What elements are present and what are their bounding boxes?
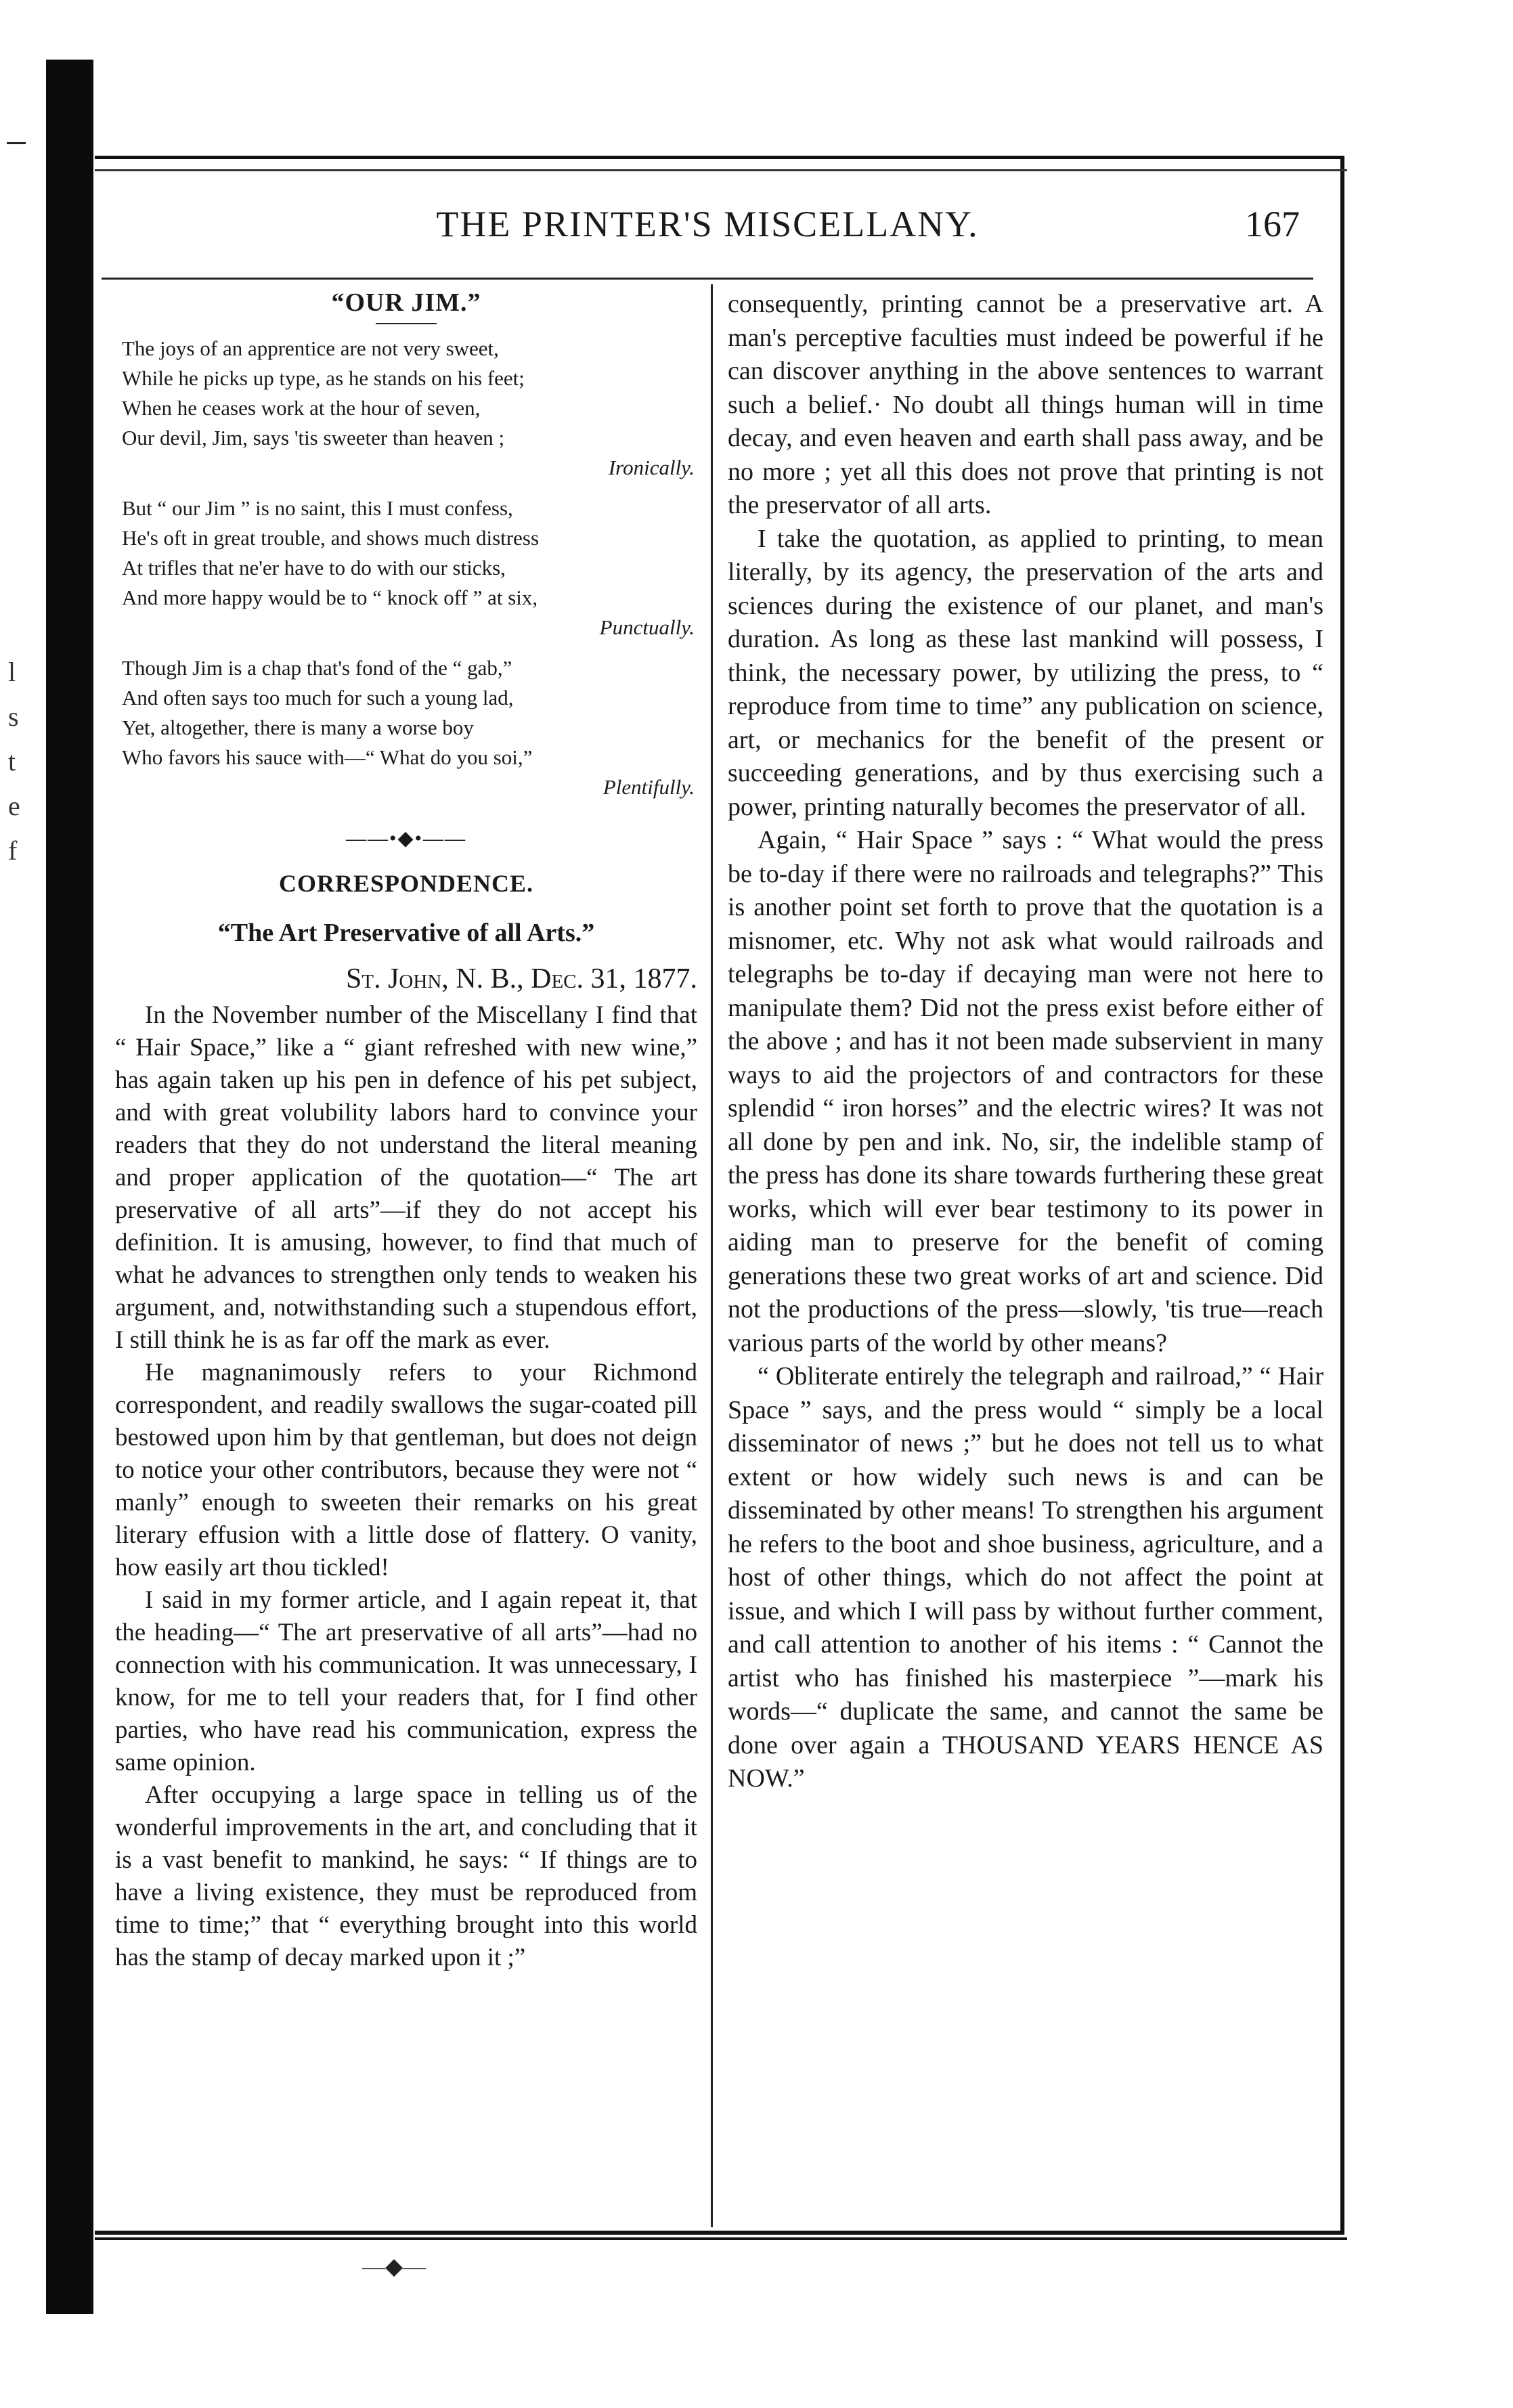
paragraph: He magnanimously refers to your Richmond correspondent, and readily swallows the sugar-coated pill bestowed upon him by that gentleman, but does not deign to notice your other contributors, because they were not “ manly” enough to sweeten their remarks on his great literary effusion with a little dose of flattery. O vanity, how easily art thou tickled! <box>115 1359 697 1581</box>
margin-mark: s <box>8 701 19 732</box>
paragraph: consequently, printing cannot be a preservative art. A man's perceptive faculties must indeed be powerful if he can discover anything in the above sentences to warrant such a belief.· No doubt all things human will in time decay, and even heaven and earth shall pass away, and be no more ; yet all this does not prove that printing is not the preservator of all arts. <box>728 290 1323 519</box>
section-ornament: ——•◆•—— <box>345 827 467 850</box>
page-edge-mark <box>7 142 26 144</box>
poem-title: “OUR JIM.” <box>331 288 481 317</box>
header-rule <box>102 278 1313 280</box>
left-column <box>115 288 697 1974</box>
margin-mark: f <box>8 835 18 866</box>
bottom-ornament: —◆— <box>362 2254 426 2279</box>
paragraph: “ Obliterate entirely the telegraph and railroad,” “ Hair Space ” says, and the press would “ simply be a local disseminator of news ;” but he does not tell us to what extent or how widely such news is and can be disseminated by other means! To strengthen his argument he refers to the boot and shoe business, agriculture, and a host of other things, which do not affect the point at issue, and which I will pass by without further comment, and call attention to another of his items : “ Cannot the artist who has finished his masterpiece ”—mark his words—“ duplicate the same, and cannot the same be done over again a THOUSAND YEARS HENCE AS NOW.” <box>728 1362 1323 1793</box>
poem-refrain: Plentifully. <box>602 775 695 799</box>
paragraph: Again, “ Hair Space ” says : “ What would the press be to-day if there were no railroads and telegraphs?” This is another point set forth to prove that the quotation is a misnomer, etc. Why not ask what would railroads and telegraphs be to-day if decaying man were not here to manipulate them? Did not the press exist before either of the above ; and has it not been made subservient in many ways to aid the projectors of and contractors for these splendid “ iron horses” and the electric wires? It was not all done by pen and ink. No, sir, the indelible stamp of the press has done its share towards furthering these great works, which will ever bear testimony to its power in aiding man to preserve for the benefit of coming generations these two great works of art and science. Did not the productions of the press—slowly, 'tis true—reach various parts of the world by other means? <box>728 826 1323 1357</box>
poem-refrain: Punctually. <box>599 615 695 639</box>
page-number: 167 <box>1245 204 1300 244</box>
poem-line: When he ceases work at the hour of seven, <box>122 396 481 420</box>
poem-stanza <box>122 653 697 802</box>
poem-line: And often says too much for such a young lad, <box>122 686 514 709</box>
poem-line: Our devil, Jim, says 'tis sweeter than heaven ; <box>122 426 505 450</box>
paragraph: I take the quotation, as applied to printing, to mean literally, by its agency, the preservation of the arts and sciences during the existence of our planet, and man's duration. As long as these last mankind will possess, I think, the necessary power, by utilizing the press, to “ reproduce from time to time” any publication on science, art, or mechanics for the benefit of the present or succeeding generations, and by thus exercising such a power, printing naturally becomes the preservator of all. <box>728 524 1323 821</box>
article-body-left <box>115 999 697 1974</box>
section-heading: CORRESPONDENCE. <box>278 870 534 897</box>
column-divider <box>711 284 713 2227</box>
poem-stanza <box>122 494 697 642</box>
binding-strip <box>46 60 93 2314</box>
short-rule <box>376 323 437 324</box>
poem-line: The joys of an apprentice are not very sweet, <box>122 336 499 360</box>
article-body-right <box>728 288 1323 1796</box>
poem-line: And more happy would be to “ knock off ” at six, <box>122 586 538 609</box>
left-margin-marks <box>8 650 35 873</box>
margin-mark: l <box>8 657 16 687</box>
right-column <box>728 288 1323 1796</box>
poem-line: Who favors his sauce with—“ What do you soi,” <box>122 745 533 769</box>
poem-refrain: Ironically. <box>608 456 695 479</box>
running-header <box>102 203 1313 257</box>
paragraph: After occupying a large space in telling us of the wonderful improvements in the art, and concluding that it is a vast benefit to mankind, he says: “ If things are to have a living existence, they must be reproduced from time to time;” that “ everything brought into this world has the stamp of decay marked upon it ;” <box>115 1781 697 1971</box>
poem-line: While he picks up type, as he stands on his feet; <box>122 366 525 390</box>
poem-line: But “ our Jim ” is no saint, this I must confess, <box>122 496 513 520</box>
margin-mark: e <box>8 791 20 821</box>
paragraph: I said in my former article, and I again repeat it, that the heading—“ The art preservative of all arts”—had no connection with his communication. It was unnecessary, I know, for me to tell your readers that, for I find other parties, who have read his communication, express the same opinion. <box>115 1586 697 1776</box>
poem-line: He's oft in great trouble, and shows much distress <box>122 526 540 550</box>
paragraph: In the November number of the Miscellany I find that “ Hair Space,” like a “ giant refreshed with new wine,” has again taken up his pen in defence of his pet subject, and with great volubility labors hard to convince your readers that they do not understand the literal meaning and proper application of the quotation—“ The art preservative of all arts”—if they do not accept his definition. It is amusing, however, to find that much of what he advances to strengthen only tends to weaken his argument, and, notwithstanding such a stupendous effort, I still think he is as far off the mark as ever. <box>115 1001 697 1354</box>
dateline: St. John, N. B., Dec. 31, 1877. <box>346 963 697 994</box>
frame-rule-bottom <box>95 2237 1347 2240</box>
poem-line: Yet, altogether, there is many a worse boy <box>122 716 474 739</box>
frame-rule-top <box>95 169 1347 171</box>
poem-line: At trifles that ne'er have to do with our sticks, <box>122 556 506 579</box>
margin-mark: t <box>8 746 16 776</box>
article-title: “The Art Preservative of all Arts.” <box>217 919 595 947</box>
poem-line: Though Jim is a chap that's fond of the “ gab,” <box>122 656 512 680</box>
poem-stanza <box>122 334 697 483</box>
page-title: THE PRINTER'S MISCELLANY. <box>436 204 979 244</box>
